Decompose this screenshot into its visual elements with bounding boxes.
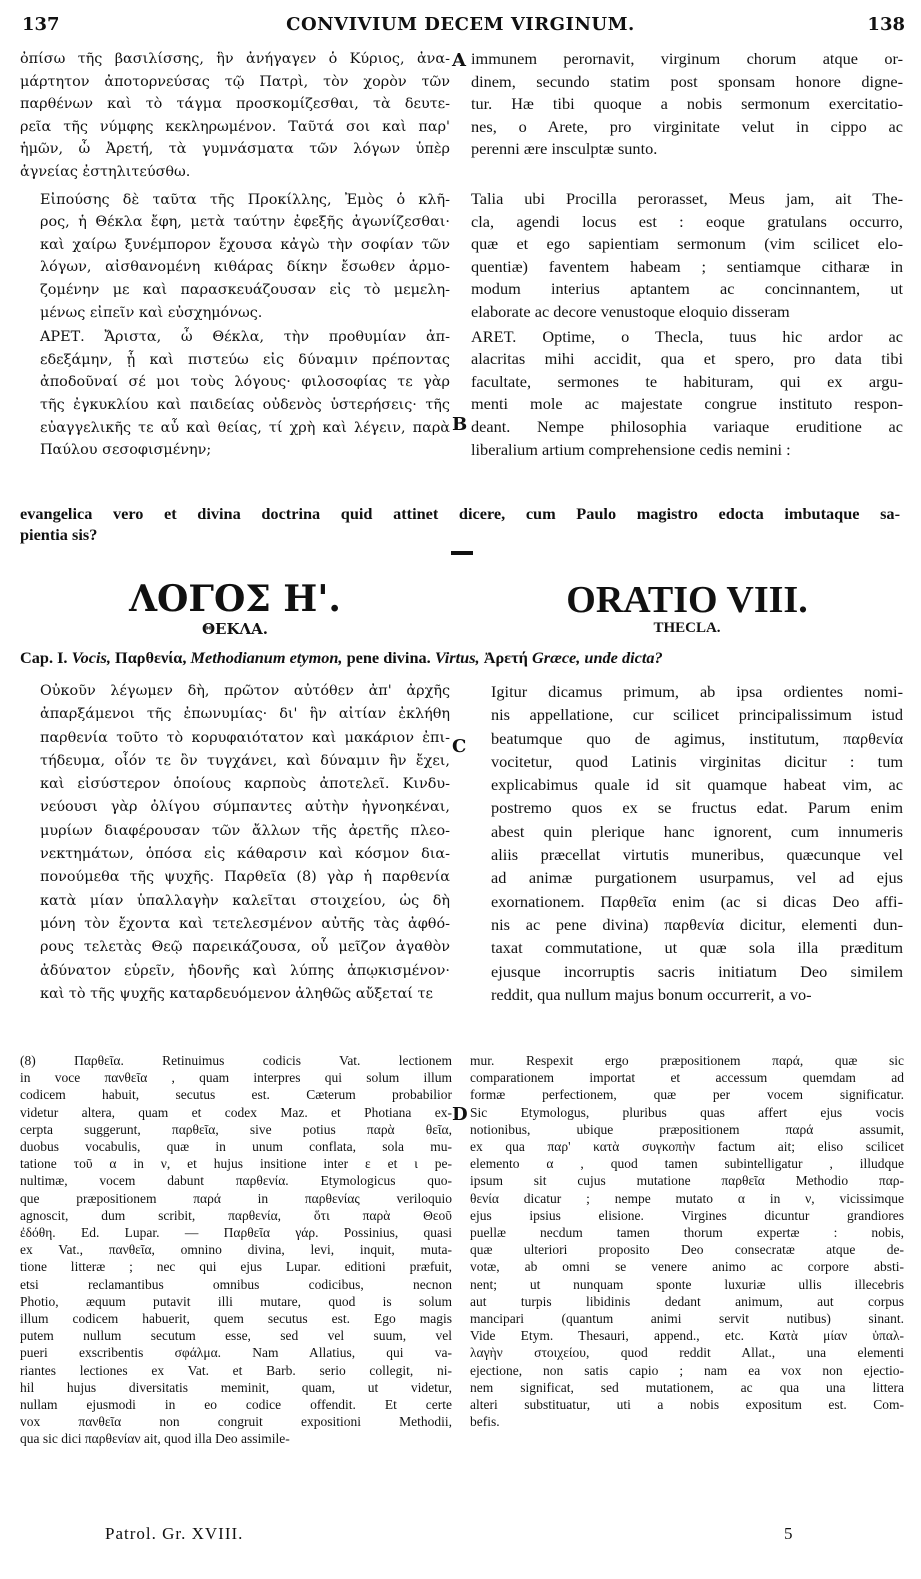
- greek-body-line: μυρίων διαφέρουσαν τῶν ἄλλων τῆς ἀρετῆς πλεο-: [40, 822, 450, 839]
- footnote-line: codicem habuit, secutus est. Cæterum probabilior: [20, 1087, 452, 1103]
- footnote-line: puellæ necdum tamen thorum expertæ : nobis,: [470, 1225, 904, 1241]
- latin-body-line: vocitetur, quod Latinis virginitas dicitur : tum: [491, 751, 903, 771]
- footnote-line: nent; ut nunquam sponte luxuriæ ullis illecebris: [470, 1276, 904, 1292]
- footnote-line: Photio, æquum putavit illi mutare, quod is solum: [20, 1293, 452, 1309]
- footnote-line: ipsum sit cujus mutatione παρθεῖα Methodio παρ-: [470, 1173, 904, 1189]
- greek-oration-title: ΛΟΓΟΣ Η'.: [129, 578, 341, 620]
- latin-body-line: nis ac pene divina) παρθενία dicitur, elementi dun-: [491, 914, 903, 934]
- greek-column-top: [20, 48, 450, 462]
- footnote-line: nullam ejusmodi in eo codice offendit. Et certe: [20, 1397, 452, 1413]
- latin-body-line: explicabimus quale id sit quamque habeat vim, ac: [491, 775, 903, 795]
- footnote-line: befis.: [470, 1414, 500, 1430]
- footer-source: Patrol. Gr. XVIII.: [105, 1524, 244, 1543]
- latin-body-text: [471, 680, 903, 1006]
- greek-body-line: πονούμεθα τῆς ψυχῆς. Παρθεῖα (8) γὰρ ἡ παρθενία: [40, 869, 450, 886]
- section-separator: [451, 551, 473, 555]
- margin-marker-c: C: [452, 736, 467, 757]
- latin-text-line: liberalium artium comprehensione cedis nemini :: [471, 439, 791, 459]
- footnote-line: in voce πανθεῖα , quam interpres qui solum illum: [20, 1070, 452, 1086]
- footnote-line: pueri exscribentis σφάλμα. Nam Allatius, qui va-: [20, 1345, 452, 1361]
- greek-body-line: μόνη τὸν ἔχοντα καὶ τετελεσμένον αὐτῆς τὰς ἀφθό-: [40, 915, 450, 932]
- footnote-right-column: [470, 1052, 904, 1430]
- latin-body-line: exornationem. Παρθεῖα enim (ac si dicas Deo affi-: [491, 891, 903, 911]
- greek-body-line: νεύουσι γὰρ ὀλίγου σύμπαντες αὐτὴν ἠγνοηκέναι,: [40, 799, 450, 816]
- greek-text-line: Παύλου σεσοφισμένην;: [40, 442, 212, 459]
- latin-body-line: abest quin plerique hanc ignorent, cum innumeris: [491, 821, 903, 841]
- chapter-term-5: Græce, unde dicta?: [531, 648, 663, 667]
- footnote-line: tione litteræ ; nec qui ejus Lupar. editioni præfuit,: [20, 1259, 452, 1275]
- chapter-term-2: Methodianum etymon,: [190, 648, 343, 667]
- footnote-line: θενία dicatur ; nempe mutato α in ν, vicissimque: [470, 1190, 904, 1206]
- footnote-line: etsi reclamantibus omnibus codicibus, necnon: [20, 1276, 452, 1292]
- footnote-line: elemento α , quod tamen subintelligatur , illudque: [470, 1156, 904, 1172]
- latin-body-line: ejusque incorruptis sacris initiatum Deo similem: [491, 961, 903, 981]
- latin-body-line: reddit, qua nullum majus bonum occurrerit, a vo-: [491, 984, 812, 1004]
- spanning-line-2: pientia sis?: [20, 525, 98, 544]
- margin-marker-a: A: [452, 50, 466, 71]
- greek-body-line: καὶ τὸ τῆς ψυχῆς καταρδευόμενον ἀληθῶς αὔξεταί τε: [40, 985, 433, 1002]
- footnote-line: Sic Etymologus, pluribus quas affert ejus vocis: [470, 1104, 904, 1120]
- greek-body-column: [20, 680, 450, 1006]
- latin-text-line: nes, o Arete, pro virginitate velut in cippo ac: [471, 116, 903, 136]
- footnote-line: (8) Παρθεῖα. Retinuimus codicis Vat. lectionem: [20, 1053, 452, 1068]
- latin-text-line: dinem, secundo statim post sponsam honore digne-: [471, 71, 903, 91]
- footnote-line: hil hujus diversitatis meminit, quam, ut videtur,: [20, 1379, 452, 1395]
- greek-text-line: τῆς ἐγκυκλίου καὶ παιδείας οὐδενὸς ὑστερήσεις· τῆς: [40, 396, 450, 413]
- chapter-term-1: Vocis,: [71, 648, 111, 667]
- chapter-term-4: Virtus,: [434, 648, 480, 667]
- footnote-line: formæ perfectionem, quæ per vocem significatur.: [470, 1087, 904, 1103]
- footnote-line: nultimæ, vocem dabunt παρθενία. Etymologicus quo-: [20, 1173, 452, 1189]
- footnote-line: ex Vat., πανθεῖα, omnino divina, levi, inquit, muta-: [20, 1242, 452, 1258]
- latin-column-top: [471, 48, 903, 461]
- latin-body-line: Igitur dicamus primum, ab ipsa ordientes nomi-: [491, 682, 903, 701]
- greek-body-line: ρους τελετὰς Θεῷ παρεικάζουσα, οὗ μεῖζον ἀγαθὸν: [40, 939, 450, 956]
- greek-text-line: παρθένων καὶ τὸ τάγμα προσκομίζεσθαι, τὰ δευτε-: [20, 96, 450, 113]
- latin-text-line: menti mole ac majestate congrue instituto respon-: [471, 394, 903, 414]
- footnote-line: ejus ipsius elisione. Virgines dicuntur grandiores: [470, 1207, 904, 1223]
- footnote-line: votæ, ab omni se venere animo ac corpore absti-: [470, 1259, 904, 1275]
- greek-body-line: ἀπαρξάμενοι τῆς ἐπωνυμίας· δι' ἣν αἰτίαν ἐκλήθη: [40, 706, 450, 723]
- chapter-greek-2: Ἀρετή: [483, 648, 528, 667]
- greek-body-text: [20, 680, 450, 1006]
- running-title: CONVIVIUM DECEM VIRGINUM.: [286, 14, 635, 35]
- footnote-line: ex qua παρ' κατὰ συγκοπὴν factum ait; eliso scilicet: [470, 1139, 904, 1155]
- greek-body-line: καὶ εἰσύστερον ὁποίους καρποὺς ἀποτελεῖ. Κινδυ-: [40, 776, 450, 793]
- footnote-line: notionibus, ubique præpositionem παρά assumit,: [470, 1121, 904, 1137]
- greek-text-line: εὐαγγελικῆς τε αὖ καὶ θείας, τί χρὴ καὶ λέγειν, παρὰ: [40, 419, 450, 436]
- greek-speaker-name: ΘΕΚΛΑ.: [201, 620, 269, 638]
- footnote-line: mur. Respexit ergo præpositionem παρά, quæ sic: [470, 1053, 904, 1068]
- greek-text-line: ἡμῶν, ὦ Ἀρετή, τὰ γυμνάσματα τῶν λόγων ὑπὲρ: [20, 141, 450, 158]
- spanning-line-1: evangelica vero et divina doctrina quid attinet dicere, cum Paulo magistro edocta imbutaque sa-: [20, 504, 900, 523]
- footnote-line: cerpta suggerunt, παρθεῖα, sive potius παρὰ θεῖα,: [20, 1121, 452, 1137]
- footnote-line: tatione τοῦ α in ν, et hujus insitione inter ε et ι pe-: [20, 1156, 452, 1172]
- greek-text-line: μάρτητον ἀποτορνεύσας τῷ Πατρὶ, τὸν χορὸν τῶν: [20, 73, 450, 90]
- greek-text-line: Εἰπούσης δὲ ταῦτα τῆς Προκίλλης, Ἐμὸς ὁ κλῆ-: [40, 191, 450, 208]
- latin-body-line: postremo quos ex se fructus edat. Parum enim: [491, 798, 903, 818]
- footnote-line: illum codicem habuerit, quem secutus est. Ego magis: [20, 1311, 452, 1327]
- latin-body-line: ad animæ purgationem usurpamus, vel ad ejus: [491, 868, 903, 888]
- greek-body-line: παρθενία τοῦτο τὸ κορυφαιότατον καὶ μακάριον ἐπι-: [40, 729, 450, 746]
- latin-text-line: tur. Hæ tibi quoque a nobis sermonum exercitatio-: [471, 94, 903, 114]
- footnote-line: nem significat, sed mutationem, ac qua una littera: [470, 1379, 904, 1395]
- footnote-line: videtur altera, quam et codex Maz. et Photiana ex-: [20, 1104, 452, 1120]
- greek-text-line: ρεῖα τῆς νύμφης κεκληρωμένον. Ταῦτά σοι καὶ παρ': [20, 118, 450, 135]
- margin-marker-d: D: [452, 1104, 468, 1125]
- footnote-line: que præpositionem παρά in παρθενίας veriloquio: [20, 1190, 452, 1206]
- greek-text-line: ἀποδοῦναί σέ μοι τοὺς λόγους· φιλοσοφίας τε γὰρ: [40, 374, 450, 391]
- latin-text-line: deant. Nempe philosophia variaque eruditione ac: [471, 416, 903, 436]
- footnote-line: ejectione, non satis capio ; nam ea vox non ejectio-: [470, 1362, 904, 1378]
- latin-text-line: Talia ubi Procilla perorasset, Meus jam, ait The-: [471, 188, 903, 208]
- latin-paragraph-3: [471, 326, 903, 462]
- latin-paragraph-1: [471, 48, 903, 161]
- greek-paragraph-1: [20, 48, 450, 184]
- footnote-line: aut turpis libidinis dedant animum, aut corpus: [470, 1293, 904, 1309]
- footnote-line: quæ ulteriori proposito Deo consecratæ atque de-: [470, 1242, 904, 1258]
- greek-text-line: ὀπίσω τῆς βασιλίσσης, ἣν ἀνήγαγεν ὁ Κύριος, ἀνα-: [20, 51, 450, 67]
- footnote-line: riantes lectiones ex Vat. et Barb. serio collegit, ni-: [20, 1362, 452, 1378]
- latin-body-column: [471, 680, 903, 1006]
- greek-paragraph-2: [20, 189, 450, 325]
- latin-body-line: beatumque quo de agimus, institutum, παρθενία: [491, 728, 903, 748]
- latin-paragraph-2: [471, 188, 903, 324]
- latin-body-line: aliis præcellat virtutis muneribus, quæcunque vel: [491, 845, 903, 865]
- footnote-line: putem nullum secutum esse, sed vel suum, vel: [20, 1328, 452, 1344]
- greek-text-line: καὶ χαίρω ξυνέμπορον ἔχουσα κἀγὼ τὴν σοφίαν τῶν: [40, 236, 450, 253]
- latin-text-line: immunem perornavit, virginum chorum atque or-: [471, 49, 903, 68]
- latin-speaker-name: THECLA.: [653, 620, 721, 636]
- greek-text-line: ἁγνείας ἐστηλιτεύσθω.: [20, 163, 191, 180]
- latin-text-line: modum interius aptantem ac concinnantem, ut: [471, 279, 903, 299]
- latin-text-line: elaborate ac decore venustoque eloquio disseram: [471, 301, 790, 321]
- greek-text-line: ΑΡΕΤ. Ἄριστα, ὦ Θέκλα, τὴν προθυμίαν ἀπ-: [40, 329, 450, 346]
- footnote-line: vox πανθεῖα non congruit expositioni Methodii,: [20, 1414, 452, 1430]
- footnote-line: qua sic dici παρθενίαν ait, quod illa Deo assimile-: [20, 1431, 290, 1447]
- greek-text-line: μένως εἰπεῖν καὶ εὐσχημόνως.: [40, 304, 263, 321]
- latin-text-line: quentiæ) faventem habeam ; sentiamque citharæ in: [471, 256, 903, 276]
- footer-signature: 5: [784, 1524, 793, 1543]
- spanning-text: [20, 503, 900, 545]
- footnote-line: duobus vocabulis, quæ in unum conflata, sola mu-: [20, 1139, 452, 1155]
- latin-text-line: facultate, sermones te habituram, qui ex argu-: [471, 371, 903, 391]
- latin-text-line: quæ et ego sapientiam sermonum (vim scilicet elo-: [471, 234, 903, 254]
- greek-paragraph-3: [20, 326, 450, 462]
- latin-text-line: cla, agendi locus est : eoque gratulans occurro,: [471, 211, 903, 231]
- footnote-line: λαγὴν στοιχείου, quod reddit Allat., una elementi: [470, 1345, 904, 1361]
- greek-body-line: τήδευμα, οἷόν τε ὂν τυγχάνει, καὶ δύναμιν ἣν ἔχει,: [40, 752, 450, 769]
- latin-text-line: alacritas mihi accidit, qua et spero, pro data tibi: [471, 349, 903, 369]
- latin-body-line: nis appellatione, cur scilicet principalissimum istud: [491, 705, 903, 725]
- footnote-line: agnoscit, dum scribit, παρθενία, ὅτι παρὰ Θεοῦ: [20, 1207, 452, 1223]
- chapter-heading: [20, 648, 910, 668]
- chapter-greek-1: Παρθενία,: [115, 648, 187, 667]
- greek-body-line: νεκτημάτων, ὁπόσα εἰς κάθαρσιν καὶ κόσμον δια-: [40, 846, 450, 863]
- latin-oration-title: ORATIO VIII.: [566, 579, 808, 621]
- greek-text-line: εδεξάμην, ᾗ καὶ πιστεύω εἰς δύναμιν πρέποντας: [40, 351, 450, 368]
- latin-text-line: perenni ære insculptæ sunto.: [471, 139, 658, 159]
- footnote-line: comparationem importat et accessum quemdam ad: [470, 1070, 904, 1086]
- greek-text-line: ζομένην με καὶ παρασκευάζουσαν εἰς τὸ μεμελη-: [40, 281, 450, 298]
- footnote-line: ἐδόθη. Ed. Lupar. — Παρθεῖα γάρ. Possinius, quasi: [20, 1225, 452, 1241]
- chapter-number: Cap. I.: [20, 648, 68, 667]
- footnote-left-column: [20, 1052, 452, 1448]
- footnote-line: Vide Etym. Thesauri, append., etc. Κατὰ μίαν ὑπαλ-: [470, 1328, 904, 1344]
- footnote-line: alteri substituatur, uti a nobis expositum est. Com-: [470, 1397, 904, 1413]
- latin-text-line: ARET. Optime, o Thecla, tuus hic ardor ac: [471, 326, 903, 346]
- greek-body-line: κατὰ μίαν ὑπαλλαγὴν καλεῖται στοιχείου, ὡς δὴ: [40, 892, 450, 909]
- page-number-right: 138: [867, 14, 905, 35]
- latin-body-line: taxat commutatione, ut quæ sola illa præditum: [491, 938, 903, 958]
- greek-text-line: ρος, ἡ Θέκλα ἔφη, μετὰ ταύτην ἐφεξῆς ἀγωνίζεσθαι·: [40, 214, 450, 231]
- footnote-line: mancipari (quantum animi servit nutibus) sinant.: [470, 1311, 904, 1327]
- greek-text-line: λόγων, αἰσθανομένη κιθάρας δίκην ἔσωθεν ἁρμο-: [40, 259, 450, 276]
- margin-marker-b: B: [452, 414, 468, 435]
- greek-body-line: Οὐκοῦν λέγωμεν δὴ, πρῶτον αὐτόθεν ἀπ' ἀρχῆς: [40, 683, 450, 699]
- chapter-term-3: pene divina.: [346, 648, 431, 667]
- page-number-left: 137: [22, 14, 60, 35]
- greek-body-line: ἀδύνατον εὑρεῖν, ἡδονῆς καὶ λύπης ἀπῳκισμένον·: [40, 962, 450, 979]
